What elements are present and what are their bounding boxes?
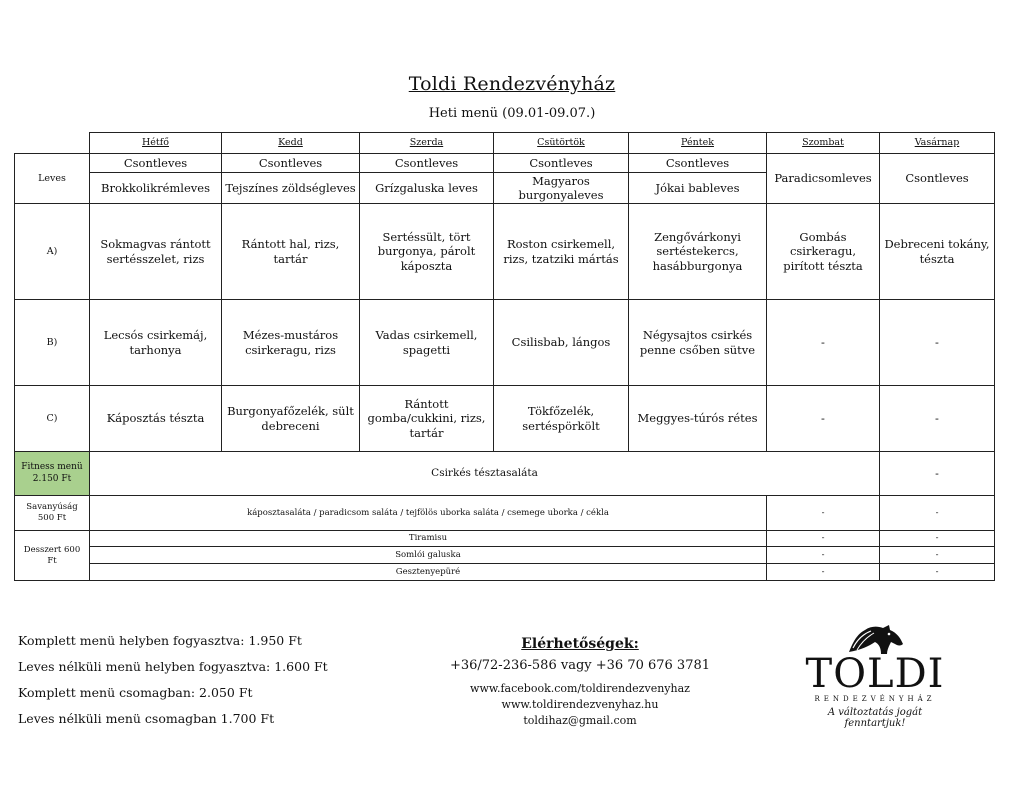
fitness-row — [15, 452, 995, 496]
menu-c-label: C) — [15, 386, 90, 452]
soup-cell: Csontleves — [90, 154, 222, 173]
page-title: Toldi Rendezvényház — [408, 73, 616, 95]
contact-title: Elérhetőségek: — [521, 636, 639, 652]
price-line: Komplett menü csomagban: 2.050 Ft — [18, 685, 253, 700]
menu-c-cell: Rántott gomba/cukkini, rizs, tartár — [360, 386, 494, 452]
dessert-dash: - — [880, 547, 995, 564]
email-link[interactable]: toldihaz@gmail.com — [523, 714, 637, 727]
menu-b-cell: Négysajtos csirkés penne csőben sütve — [629, 300, 767, 386]
contact-block — [430, 636, 730, 729]
soup-cell: Csontleves — [222, 154, 360, 173]
soup-cell: Grízgaluska leves — [360, 173, 494, 204]
dessert-row — [15, 531, 995, 547]
menu-b-row — [15, 300, 995, 386]
phone-numbers: +36/72-236-586 vagy +36 70 676 3781 — [449, 658, 711, 673]
menu-b-cell: Lecsós csirkemáj, tarhonya — [90, 300, 222, 386]
facebook-link[interactable]: www.facebook.com/toldirendezvenyhaz — [470, 682, 690, 695]
menu-b-cell: - — [767, 300, 880, 386]
price-list — [18, 633, 328, 737]
day-wednesday: Szerda — [360, 133, 494, 154]
menu-b-cell: Mézes-mustáros csirkeragu, rizs — [222, 300, 360, 386]
soup-cell: Magyaros burgonyaleves — [494, 173, 629, 204]
soup-label: Leves — [15, 154, 90, 204]
menu-b-cell: - — [880, 300, 995, 386]
soup-cell: Tejszínes zöldségleves — [222, 173, 360, 204]
menu-c-cell: Tökfőzelék, sertéspörkölt — [494, 386, 629, 452]
menu-b-cell: Vadas csirkemell, spagetti — [360, 300, 494, 386]
price-line: Leves nélküli menü csomagban 1.700 Ft — [18, 711, 275, 726]
savanyusag-row — [15, 496, 995, 531]
website-link[interactable]: www.toldirendezvenyhaz.hu — [501, 698, 659, 711]
dessert-item: Tiramisu — [90, 531, 767, 547]
menu-c-cell: Burgonyafőzelék, sült debreceni — [222, 386, 360, 452]
brand-name: TOLDI — [805, 651, 945, 697]
savanyusag-sunday-cell: - — [880, 496, 995, 531]
brand-subtitle: RENDEZVÉNYHÁZ — [814, 695, 936, 703]
savanyusag-label: Savanyúság 500 Ft — [15, 496, 90, 531]
soup-cell-saturday: Paradicsomleves — [767, 154, 880, 204]
soup-cell: Brokkolikrémleves — [90, 173, 222, 204]
menu-b-cell: Csilisbab, lángos — [494, 300, 629, 386]
day-friday: Péntek — [629, 133, 767, 154]
menu-a-cell: Roston csirkemell, rizs, tzatziki mártás — [494, 204, 629, 300]
dessert-row — [15, 564, 995, 581]
soup-row-1 — [15, 154, 995, 173]
menu-a-cell: Sertéssült, tört burgonya, párolt káposzta — [360, 204, 494, 300]
menu-c-row — [15, 386, 995, 452]
day-thursday: Csütörtök — [494, 133, 629, 154]
dessert-dash: - — [767, 547, 880, 564]
price-line: Leves nélküli menü helyben fogyasztva: 1.600 Ft — [18, 659, 328, 674]
day-tuesday: Kedd — [222, 133, 360, 154]
soup-cell: Jókai bableves — [629, 173, 767, 204]
menu-a-cell: Gombás csirkeragu, pirított tészta — [767, 204, 880, 300]
menu-a-cell: Sokmagvas rántott sertésszelet, rizs — [90, 204, 222, 300]
fitness-label: Fitness menü 2.150 Ft — [15, 452, 90, 496]
price-line: Komplett menü helyben fogyasztva: 1.950 Ft — [18, 633, 302, 648]
dessert-row — [15, 547, 995, 564]
soup-cell-sunday: Csontleves — [880, 154, 995, 204]
menu-c-cell: Meggyes-túrós rétes — [629, 386, 767, 452]
menu-period: Heti menü (09.01-09.07.) — [428, 106, 596, 121]
menu-c-cell: - — [767, 386, 880, 452]
day-saturday: Szombat — [767, 133, 880, 154]
menu-a-cell: Rántott hal, rizs, tartár — [222, 204, 360, 300]
savanyusag-items: káposztasaláta / paradicsom saláta / tejfölös uborka saláta / csemege uborka / cékla — [90, 496, 767, 531]
toldi-logo — [800, 622, 950, 729]
dessert-dash: - — [880, 564, 995, 581]
corner-cell — [15, 133, 90, 154]
menu-a-cell: Zengővárkonyi sertéstekercs, hasábburgonya — [629, 204, 767, 300]
dessert-item: Gesztenyepüré — [90, 564, 767, 581]
soup-cell: Csontleves — [360, 154, 494, 173]
dessert-item: Somlói galuska — [90, 547, 767, 564]
soup-cell: Csontleves — [629, 154, 767, 173]
fitness-sunday-cell: - — [880, 452, 995, 496]
menu-b-label: B) — [15, 300, 90, 386]
menu-a-cell: Debreceni tokány, tészta — [880, 204, 995, 300]
disclaimer-note: A változtatás jogát fenntartjuk! — [827, 707, 923, 729]
menu-c-cell: - — [880, 386, 995, 452]
dessert-label: Desszert 600 Ft — [15, 531, 90, 581]
day-monday: Hétfő — [90, 133, 222, 154]
menu-c-cell: Káposztás tészta — [90, 386, 222, 452]
savanyusag-saturday-cell: - — [767, 496, 880, 531]
day-sunday: Vasárnap — [880, 133, 995, 154]
day-header-row — [15, 133, 995, 154]
fitness-dish: Csirkés tésztasaláta — [90, 452, 880, 496]
menu-a-row — [15, 204, 995, 300]
soup-cell: Csontleves — [494, 154, 629, 173]
weekly-menu-table — [14, 132, 995, 581]
dessert-dash: - — [767, 564, 880, 581]
menu-a-label: A) — [15, 204, 90, 300]
dessert-dash: - — [767, 531, 880, 547]
dessert-dash: - — [880, 531, 995, 547]
